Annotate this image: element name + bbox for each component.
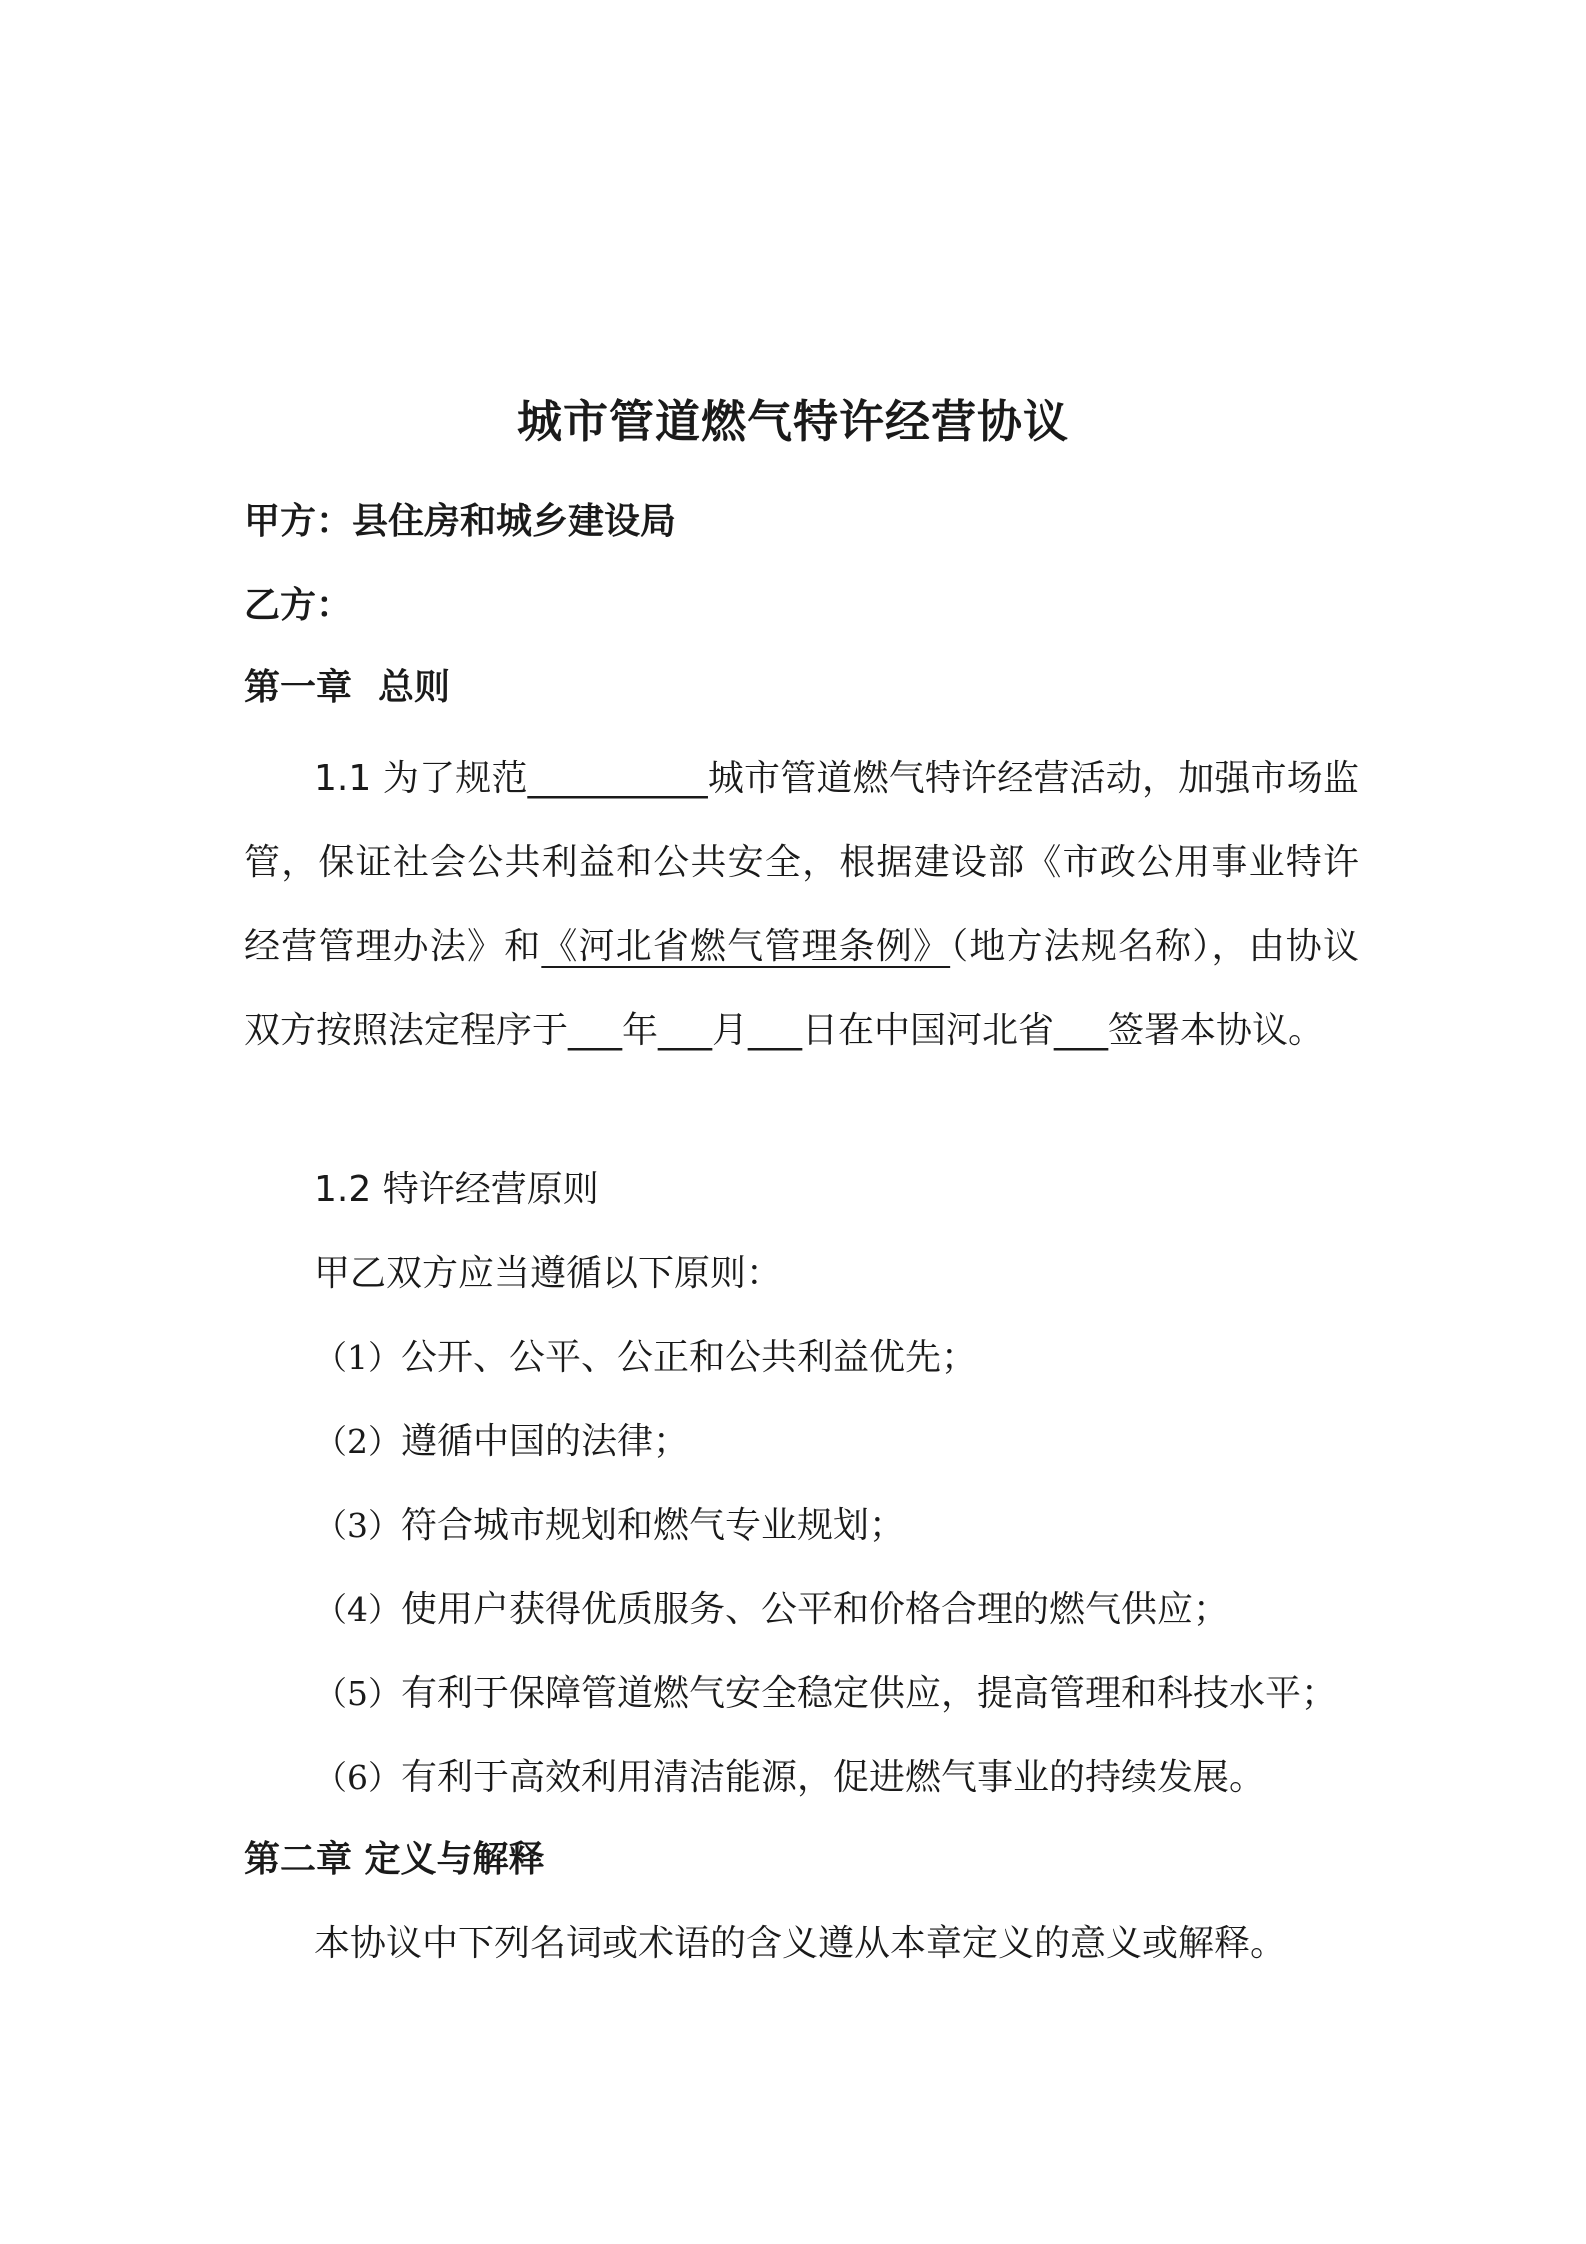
clause-1-1-law-name: 《河北省燃气管理条例》 bbox=[541, 926, 951, 967]
principle-item bbox=[314, 1420, 689, 1464]
chapter2-heading: 第二章 定义与解释 bbox=[244, 1839, 545, 1880]
principle-num: （3） bbox=[314, 1506, 401, 1545]
principle-item bbox=[314, 1588, 1229, 1632]
principle-text: 符合城市规划和燃气专业规划； bbox=[401, 1505, 906, 1546]
chapter1-heading-num: 第一章 bbox=[244, 667, 353, 708]
principle-num: （2） bbox=[314, 1422, 401, 1461]
principle-num: （1） bbox=[314, 1338, 401, 1377]
chapter1-heading bbox=[244, 666, 450, 710]
clause-1-1 bbox=[244, 737, 1359, 1073]
principle-text: 公开、公平、公正和公共利益优先； bbox=[401, 1337, 978, 1378]
chapter2-intro: 本协议中下列名词或术语的含义遵从本章定义的意义或解释。 bbox=[314, 1923, 1287, 1964]
principles-intro: 甲乙双方应当遵循以下原则： bbox=[314, 1253, 783, 1294]
principle-num: （5） bbox=[314, 1674, 401, 1713]
principle-text: 使用户获得优质服务、公平和价格合理的燃气供应； bbox=[401, 1589, 1230, 1630]
document-title: 城市管道燃气特许经营协议 bbox=[516, 395, 1069, 448]
clause-1-1-part2: （地方法规名称），由协议双方按照法定程序于___年___月___日在中国河北省___签署本协议。 bbox=[244, 926, 1359, 1051]
party-a: 甲方：县住房和城乡建设局 bbox=[244, 501, 677, 542]
clause-1-1-part1: 1.1 为了规范__________城市管道燃气特许经营活动，加强市场监管，保证社会公共利益和公共安全，根据建设部《市政公用事业特许经营管理办法》和 bbox=[244, 758, 1359, 967]
principle-item bbox=[314, 1336, 977, 1380]
principle-item bbox=[314, 1672, 1337, 1716]
principle-text: 遵循中国的法律； bbox=[401, 1421, 690, 1462]
principle-text: 有利于保障管道燃气安全稳定供应，提高管理和科技水平； bbox=[401, 1673, 1338, 1714]
party-b: 乙方： bbox=[244, 585, 353, 626]
principle-num: （6） bbox=[314, 1758, 401, 1797]
principle-num: （4） bbox=[314, 1590, 401, 1629]
chapter1-heading-title: 总则 bbox=[378, 667, 451, 708]
principle-item bbox=[314, 1504, 905, 1548]
principle-text: 有利于高效利用清洁能源，促进燃气事业的持续发展。 bbox=[401, 1757, 1266, 1798]
principle-item bbox=[314, 1756, 1265, 1800]
clause-1-2-title: 1.2 特许经营原则 bbox=[314, 1169, 599, 1210]
